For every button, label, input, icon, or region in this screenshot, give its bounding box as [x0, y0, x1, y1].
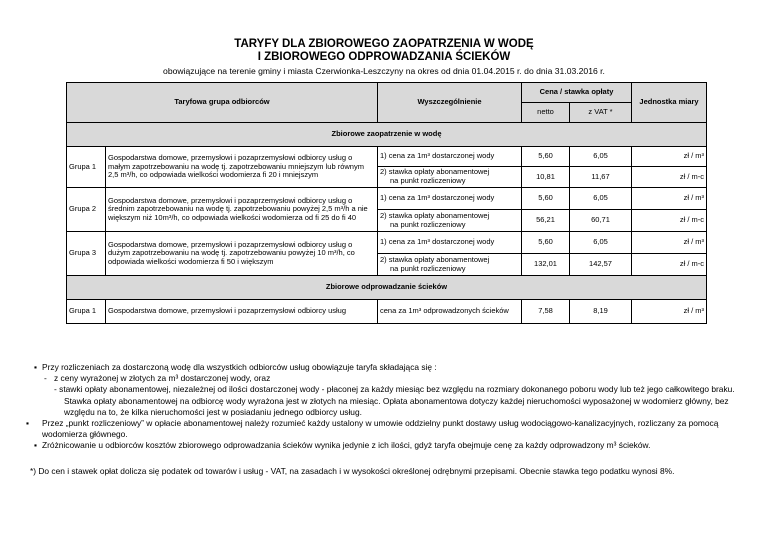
header-vat: z VAT * — [570, 103, 632, 123]
price-unit: zł / m³ — [632, 188, 707, 210]
price-netto: 5,60 — [522, 188, 570, 210]
header-unit: Jednostka miary — [632, 83, 707, 123]
group-description: Gospodarstwa domowe, przemysłowi i pozaprzemysłowi odbiorcy usług o małym zapotrzebowaniu na wodę tj. zapotrzebowaniu mniejszym lub równym 2,5 m³/h, co odpowiada wielkości wodomierza fi 20 i mniejszym — [106, 147, 378, 188]
price-item: cena za 1m³ odprowadzonych ścieków — [378, 300, 522, 324]
price-vat: 6,05 — [570, 232, 632, 254]
fee-vat: 60,71 — [570, 210, 632, 232]
price-netto: 5,60 — [522, 232, 570, 254]
note-3: ▪ Zróżnicowanie u odbiorców kosztów zbiorowego odprowadzania ścieków wynika jedynie z ich ilości, gdyż taryfa obejmuje cenę za każdy odprowadzony m³ ścieków. — [34, 440, 651, 451]
price-netto: 7,58 — [522, 300, 570, 324]
fee-item-line1: 2) stawka opłaty abonamentowej — [380, 210, 490, 220]
group-label: Grupa 1 — [67, 300, 106, 324]
bullet-icon: ▪ — [34, 362, 37, 372]
page-title: TARYFY DLA ZBIOROWEGO ZAOPATRZENIA W WODĘ — [234, 38, 534, 50]
fee-vat: 11,67 — [570, 167, 632, 188]
fee-item — [378, 254, 522, 276]
page-subtitle: obowiązujące na terenie gminy i miasta Czerwionka-Leszczyny na okres od dnia 01.04.2015 r. do dnia 31.03.2016 r. — [163, 66, 605, 76]
group-description: Gospodarstwa domowe, przemysłowi i pozaprzemysłowi odbiorcy usług o średnim zapotrzebowaniu na wodę tj. zapotrzebowaniu powyżej 2,5 m³/h a nie większym niż 10m³/h, co odpowiada wielkości wodomierza od fi 25 do fi 40 — [106, 188, 378, 232]
price-vat: 6,05 — [570, 188, 632, 210]
price-item: 1) cena za 1m³ dostarczonej wody — [378, 147, 522, 167]
group-label: Grupa 1 — [67, 147, 106, 188]
note-1a: - z ceny wyrażonej w złotych za m³ dostarczonej wody, oraz — [34, 373, 749, 384]
fee-unit: zł / m-c — [632, 167, 707, 188]
group-description: Gospodarstwa domowe, przemysłowi i pozaprzemysłowi odbiorcy usług o dużym zapotrzebowaniu na wodę tj. zapotrzebowaniu powyżej 10 m³/h, co odpowiada wielkości wodomierza fi 50 i większym — [106, 232, 378, 276]
note-2: ▪ Przez „punkt rozliczeniowy” w opłacie abonamentowej należy rozumieć każdy ustalony w umowie oddzielny punkt dostawy usług wodociągowo-kanalizacyjnych, rozliczany za pomocą wodomierza głównego. — [26, 417, 719, 440]
price-item: 1) cena za 1m³ dostarczonej wody — [378, 188, 522, 210]
price-item: 1) cena za 1m³ dostarczonej wody — [378, 232, 522, 254]
bullet-icon: ▪ — [26, 417, 29, 428]
page-title-line2: I ZBIOROWEGO ODPROWADZANIA ŚCIEKÓW — [257, 51, 511, 63]
group-label: Grupa 2 — [67, 188, 106, 232]
header-group: Taryfowa grupa odbiorców — [67, 83, 378, 123]
notes — [26, 362, 749, 451]
fee-unit: zł / m-c — [632, 210, 707, 232]
note-1: ▪ Przy rozliczeniach za dostarczoną wodę dla wszystkich odbiorców usług obowiązuje taryfa składająca się : — [34, 362, 437, 372]
fee-netto: 132,01 — [522, 254, 570, 276]
fee-item-line2: na punkt rozliczeniowy — [390, 176, 466, 185]
header-netto: netto — [522, 103, 570, 123]
fee-item — [378, 167, 522, 188]
fee-item-line2: na punkt rozliczeniowy — [390, 263, 466, 273]
tariff-table — [66, 82, 707, 324]
note-1b: - stawki opłaty abonamentowej, niezależnej od ilości dostarczonej wody - płaconej za każdy miesiąc bez względu na rozmiary dokonanego poboru wody lub też jego całkowitego braku. Stawka opłaty abonamentowej na odbiorcę wody wyrażona jest w złotych na miesiąc. Opłata abonamentowa dotyczy każdej nieruchomości wyposażonej w wodomierz główny, bez względu na to, że kilka nieruchomości jest w posiadaniu jednego odbiorcy usług. — [54, 384, 735, 417]
header-spec: Wyszczególnienie — [378, 83, 522, 123]
section-sewage: Zbiorowe odprowadzanie ścieków — [67, 276, 707, 300]
price-vat: 6,05 — [570, 147, 632, 167]
fee-item-line1: 2) stawka opłaty abonamentowej — [380, 254, 490, 264]
fee-netto: 56,21 — [522, 210, 570, 232]
bullet-icon: ▪ — [34, 440, 37, 451]
footnote — [30, 466, 745, 477]
vat-footnote: *) Do cen i stawek opłat dolicza się podatek od towarów i usług - VAT, na zasadach i w wysokości określonej odrębnymi przepisami. Obecnie stawka tego podatku wynosi 8%. — [30, 466, 675, 476]
fee-item-line2: na punkt rozliczeniowy — [390, 219, 466, 229]
section-water: Zbiorowe zaopatrzenie w wodę — [67, 123, 707, 147]
fee-netto: 10,81 — [522, 167, 570, 188]
fee-unit: zł / m-c — [632, 254, 707, 276]
header-price: Cena / stawka opłaty — [522, 83, 632, 103]
dash-icon: - — [54, 384, 57, 395]
fee-vat: 142,57 — [570, 254, 632, 276]
price-netto: 5,60 — [522, 147, 570, 167]
fee-item — [378, 210, 522, 232]
group-description: Gospodarstwa domowe, przemysłowi i pozaprzemysłowi odbiorcy usług — [106, 300, 378, 324]
group-label: Grupa 3 — [67, 232, 106, 276]
dash-icon: - — [44, 373, 47, 384]
price-unit: zł / m³ — [632, 300, 707, 324]
fee-item-line1: 2) stawka opłaty abonamentowej — [380, 167, 490, 177]
price-unit: zł / m³ — [632, 232, 707, 254]
price-unit: zł / m³ — [632, 147, 707, 167]
price-vat: 8,19 — [570, 300, 632, 324]
